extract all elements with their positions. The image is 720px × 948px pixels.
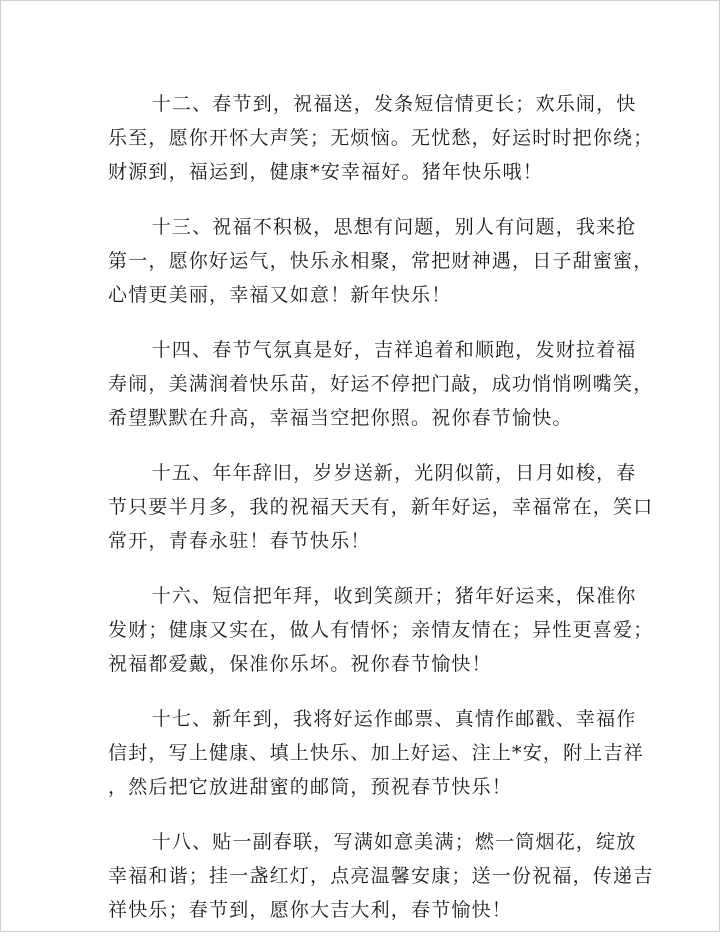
paragraph-line: 信封，写上健康、填上快乐、加上好运、注上*安，附上吉祥	[108, 742, 644, 764]
paragraph-greeting-15	[108, 456, 654, 558]
paragraph-line: 十五、年年辞旧，岁岁送新，光阴似箭，日月如梭，春	[151, 462, 637, 484]
paragraph-line: 财源到，福运到，健康*安幸福好。猪年快乐哦！	[108, 161, 543, 183]
paragraph-greeting-18	[108, 825, 654, 927]
paragraph-line: 心情更美丽，幸福又如意！新年快乐！	[108, 284, 452, 306]
paragraph-line: 祝福都爱戴，保准你乐坏。祝你春节愉快！	[108, 653, 492, 675]
paragraph-greeting-14	[108, 333, 654, 435]
paragraph-greeting-17	[108, 702, 644, 804]
paragraph-line: 希望默默在升高，幸福当空把你照。祝你春节愉快。	[108, 407, 573, 429]
paragraph-line: 十七、新年到，我将好运作邮票、真情作邮戳、幸福作	[151, 708, 637, 730]
paragraph-line: 祥快乐；春节到，愿你大吉大利，春节愉快！	[108, 899, 513, 921]
paragraph-line: 十六、短信把年拜，收到笑颜开；猪年好运来，保准你	[151, 585, 637, 607]
paragraph-line: 十二、春节到，祝福送，发条短信情更长；欢乐闹，快	[151, 93, 637, 115]
paragraph-line: 十四、春节气氛真是好，吉祥追着和顺跑，发财拉着福	[151, 339, 637, 361]
paragraph-greeting-13	[108, 210, 654, 312]
paragraph-line: 十三、祝福不积极，思想有问题，别人有问题，我来抢	[151, 216, 637, 238]
paragraph-line: 节只要半月多，我的祝福天天有，新年好运，幸福常在，笑口	[108, 496, 654, 518]
document-body	[108, 87, 654, 948]
paragraph-line: 乐至，愿你开怀大声笑；无烦恼。无忧愁，好运时时把你绕；	[108, 127, 654, 149]
paragraph-greeting-16	[108, 579, 654, 681]
paragraph-line: 第一，愿你好运气，快乐永相聚，常把财神遇，日子甜蜜蜜，	[108, 250, 654, 272]
paragraph-line: 发财；健康又实在，做人有情怀；亲情友情在；异性更喜爱；	[108, 619, 654, 641]
paragraph-line: 十八、贴一副春联，写满如意美满；燃一筒烟花，绽放	[151, 831, 637, 853]
paragraph-line: 寿闹，美满润着快乐苗，好运不停把门敲，成功悄悄咧嘴笑，	[108, 373, 654, 395]
paragraph-line: ，然后把它放进甜蜜的邮筒，预祝春节快乐！	[108, 776, 513, 798]
paragraph-greeting-12	[108, 87, 654, 189]
paragraph-line: 幸福和谐；挂一盏红灯，点亮温馨安康；送一份祝福，传递吉	[108, 865, 654, 887]
paragraph-line: 常开，青春永驻！春节快乐！	[108, 530, 371, 552]
